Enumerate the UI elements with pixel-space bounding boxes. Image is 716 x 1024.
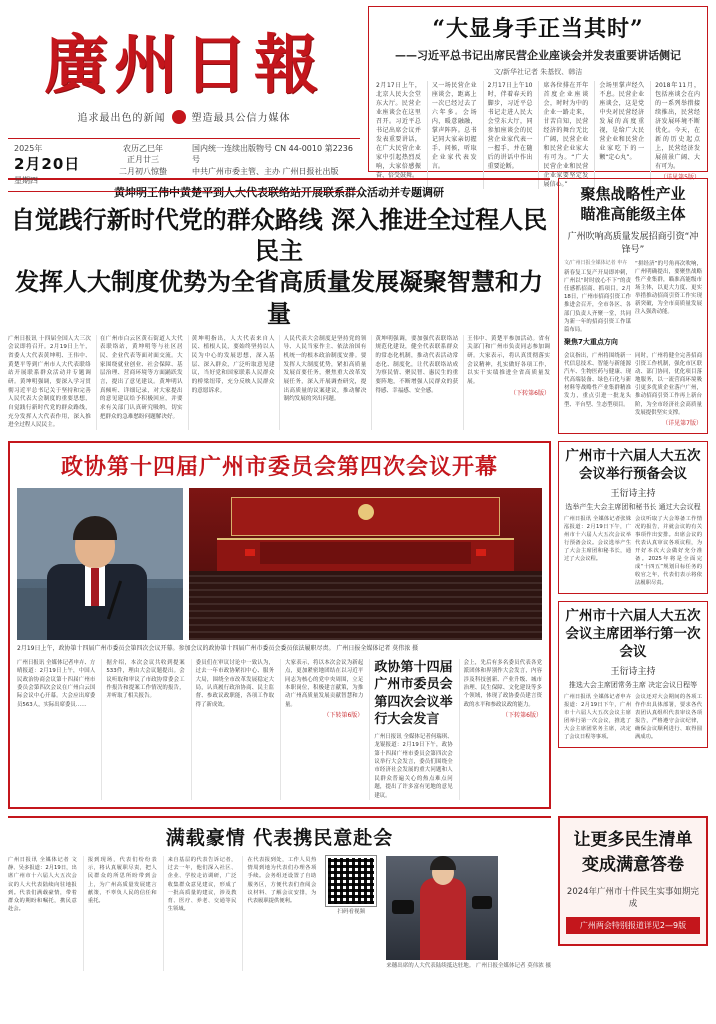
promo-line2: 变成满意答卷 [582, 855, 684, 876]
main-story-band [8, 441, 708, 809]
article-text: 广州日报讯 全媒体记者申卉、方晴报道：2月19日上午，中国人民政治协商会议第十四届广州市委员会第四次会议在广州白云国际会议中心开幕。大会应出席委员563人，实际出席委员…… [17, 659, 96, 708]
focus-title-line1: 聚焦战略性产业 [580, 185, 686, 203]
promo-box [558, 816, 708, 946]
delegates-photo-block [386, 856, 551, 971]
focus-subtitle: 广州吹响高质量发展招商引资“冲锋号” [567, 231, 699, 255]
article-column: 来自基层的代表告诉记者，过去一年，他们深入社区、企业、学校走访调研，广泛收集群众意见建议，形成了一批高质量的建议，涉及教育、医疗、养老、交通等民生领域。 [163, 856, 237, 971]
article-column: 黄坤明指出，人大代表来自人民、植根人民，要始终坚持以人民为中心的发展思想，深入基层、深入群众，广泛听取意见建议，当好党和国家联系人民群众的桥梁纽带，充分反映人民群众的意愿诉求。 [188, 335, 275, 430]
date-weekday: 星期四 [14, 176, 38, 186]
npc-title-2: 广州市十六届人大五次会议主席团举行第一次会议 [565, 607, 701, 661]
npc-presidium-meeting [558, 601, 708, 748]
masthead-info [186, 143, 360, 186]
npc-title-1: 广州市十六届人大五次会议举行预备会议 [565, 447, 701, 482]
sub-headline-line2: 第四次会议举行大会发言 [374, 694, 453, 728]
delegates-body [8, 856, 551, 971]
focus-columns-2 [564, 352, 702, 428]
article-text: 大家表示，将以本次会议为新起点，更加紧密地团结在以习近平同志为核心的党中央周围，立足本职岗位，积极建言献策，为推动广州高质量发展贡献智慧和力量。 [284, 659, 364, 708]
lead-story [8, 178, 550, 434]
masthead-date [8, 143, 100, 186]
article-column: 黄坤明强调，要加强代表联络站规范化建设，健全代表联系群众的常态化机制，推动代表活动常态化、制度化，让代表联络站成为察民情、聚民智、惠民生的重要阵地，不断增强人民群众的获得感、幸福感、安全感。 [371, 335, 458, 430]
photo-row [17, 488, 542, 640]
promo-line3: 2024年广州市十件民生实事如期完成 [566, 886, 700, 909]
article-text: 2018年11月，包括座谈会在内的一系列举措接续推出，民营经济发展环境不断优化。今天，在新的历史起点上，民营经济发展前景广阔、大有可为。 [655, 82, 700, 170]
article-column: “拼经济”的号角再次吹响，广州明确提出，要聚焦战略性产业集群，瞄准高能级市场主体，以更大力度、更实举措推动招商引资工作实现新突破，为全市高质量发展注入强劲动能。 [635, 260, 702, 316]
article-column: 在广州市白云区黄石街道人大代表联络站，黄坤明等与社区居民、企业代表等面对面交流。大家围绕就业创业、社会保障、基层治理、营商环境等方面踊跃发言，提出了意见建议。黄坤明认真倾听、详细记录，对大家提出的意见建议给予积极回应，并要求有关部门认真研究吸纳，切实把群众的急难愁盼问题解决好。 [96, 335, 183, 430]
speaker-photo [17, 488, 183, 640]
top-headline-subtitle: ——习近平总书记出席民营企业座谈会并发表重要讲话侧记 [395, 49, 681, 62]
continue-note: （详见第7版） [662, 419, 702, 427]
cppcc-columns [17, 659, 542, 800]
delegates-photo-caption: 来穗出席的人大代表陆续抵达驻地。 广州日报全媒体记者 莫伟浓 摄 [386, 962, 551, 969]
article-column: 广州日报讯 十四届全国人大三次会议即将召开。2月19日上午，省委人大代表黄坤明、王伟中、黄楚平等到广州市人大代表联络站开展联系群众活动并专题调研。黄坤明强调，要深入学习贯彻习近平总书记关于坚持和完善人民代表大会制度的重要思想，自觉践行新时代党的群众路线，充分发挥人大代表作用，深入推进全过程人民民主。 [8, 335, 91, 429]
assembly-hall-photo [189, 488, 542, 640]
article-column [459, 659, 542, 800]
article-column: 会议听取了大会筹备工作情况的报告，并就会议的有关事项作出安排。出席会议的代表认真审议各项议程，为开好本次大会做好充分准备。2025年将是全面完成“十四五”规划目标任务的收官之年，代表们表示将依法履职尽责。 [635, 516, 702, 586]
cppcc-title: 政协第十四届广州市委员会第四次会议开幕 [60, 453, 498, 480]
article-column: 在代表报到处，工作人员热情周到地为代表们办理各项手续。会务组还设置了自助服务区，方便代表们查阅会议材料、了解会议安排，为代表履职提供便利。 [242, 856, 316, 971]
publisher: 中共广州市委主管、主办 广州日报社出版 [192, 166, 339, 176]
top-headline-columns [376, 81, 700, 189]
lead-headline [8, 204, 550, 329]
article-column [564, 260, 631, 334]
article-column: 席各位排在开年首度企业座谈会，时时为中的企业一路走来，甘苦自知，民营经济的舞台无比广阔，民营企业和民营企业家大有可为。“广大民营企业和民营企业家要坚定发展信心。” [538, 81, 588, 189]
promo-line1: 让更多民生清单 [573, 829, 693, 850]
article-column [463, 335, 550, 430]
article-text: 王伟中、黄楚平参加活动。省有关部门和广州市负责同志参加调研。大家表示，将认真贯彻落实会议精神，扎实做好各项工作，以实干实绩推进全省高质量发展。 [467, 335, 550, 386]
article-text: 据介绍，本次会议共收到提案533件，理由大会议题提出。会议听取和审议了市政协常委会工作报告和提案工作情况的报告，并听取了相关报告。 [106, 659, 185, 700]
delegates-story [8, 816, 551, 971]
lunar-day: 正月廿三 [127, 155, 159, 165]
date-year: 2025年 [14, 144, 43, 154]
promo-column [558, 816, 708, 971]
article-column: 广州日报讯 全媒体记者张姝泓报道：2月19日下午，广州市十六届人大五次会议举行预备会议。会议选举产生了大会主席团和秘书长，通过了大会议程。 [564, 516, 631, 562]
masthead [8, 6, 708, 188]
continue-note: （详见第5版） [660, 174, 700, 181]
sub-headline-line1: 政协第十四届广州市委员会 [374, 659, 453, 693]
article-text: 会上，先后有多名委员代表各党派团体和界别作大会发言，内容涉及科技创新、产业升级、城市治理、民生保障、文化建设等多个领域，体现了政协委员建言资政的水平和参政议政的能力。 [463, 659, 542, 708]
article-column: 会议还对大会期间的各项工作作出具体部署，要求各代表团认真组织代表审议各项报告，严格遵守会议纪律，确保会议顺利进行、取得圆满成功。 [635, 694, 702, 740]
npc-columns-1 [564, 516, 702, 587]
date-day: 2月20日 [14, 155, 81, 174]
promo-badge[interactable]: 广州两会特别报道详见2—9版 [566, 917, 700, 934]
delegates-title: 满载豪情 代表携民意赴会 [165, 826, 394, 849]
article-column: 广州日报讯 全媒体记者申卉报道：2月19日下午，广州市十六届人大五次会议主席团举行第一次会议，推选了大会主席团常务主席，决定了会议日程等事项。 [564, 694, 631, 740]
lead-story-band [8, 178, 708, 434]
photo-caption: 2月19日上午，政协第十四届广州市委员会第四次会议开幕。参加会议的政协第十四届广州市委员会委员依法履职尽责。 广州日报全媒体记者 莫伟浓 摄 [17, 644, 419, 652]
slogan-dot-icon [172, 110, 186, 124]
article-text: 新春复工复产开局即冲刺，广州以“时时放心不下”的责任感抓招商、抓项目。2月18日，广州市招商引资工作推进会召开，全市各区、各部门负责人齐聚一堂，共同为新一年的招商引资工作谋篇布局。 [564, 270, 631, 333]
article-column: 又一场民营企业座谈会，距离上一次已经过去了六年多。会场内，暖意融融，掌声阵阵。总书记同大家亲切握手、问候，听取企业家代表发言。 [427, 81, 477, 189]
article-column [635, 352, 702, 428]
masthead-left [8, 6, 360, 186]
article-text: 同时，广州将健全完善招商引资工作机制，强化市区联动、部门协同，优化项目落地服务，以一流营商环境吸引更多优质企业落户广州，推动招商引资工作再上新台阶，为全市经济社会高质量发展提供坚实支撑。 [635, 352, 702, 416]
article-column: 广州日报讯 全媒体记者 文静、吴多报道：2月19日，出席广州市十六届人大五次会议的人大代表陆续向驻地报到。代表们满载豪情，带着群众的期盼和嘱托，携民意赴会。 [8, 856, 77, 913]
npc-sub-2: 王衍诗主持 [610, 667, 656, 678]
npc-sub2-1: 选举产生大会主席团和秘书长 通过大会议程 [565, 503, 701, 512]
article-column [17, 659, 95, 800]
continue-note: （下转第6版） [510, 389, 550, 397]
slogan-right: 塑造最具公信力媒体 [191, 113, 291, 125]
qr-code-icon[interactable] [326, 856, 376, 906]
article-column [650, 81, 700, 189]
masthead-meta [8, 138, 360, 191]
delegates-photo [386, 856, 498, 960]
cppcc-story [8, 441, 551, 809]
qr-caption: 扫码看视频 [337, 908, 365, 915]
article-column [280, 659, 363, 800]
focus-kicker: 聚焦7大重点方向 [564, 337, 618, 346]
focus-byline: 文/广州日报全媒体记者 申卉 [564, 259, 628, 266]
sub-headline [374, 659, 452, 729]
newspaper-logo: 廣州日報 [44, 28, 324, 103]
focus-columns [564, 260, 702, 334]
lead-columns [8, 335, 550, 430]
article-column: 会场里掌声经久不息。民营企业座谈会，这是党中央对民营经济发展的高度重视，是给广大民营企业和民营企业家吃下的一颗“定心丸”。 [594, 81, 644, 189]
npc-sub-1: 王衍诗主持 [610, 489, 656, 500]
article-column: 2月17日上午10时，伴着春天的脚步，习近平总书记走进人民大会堂东大厅，同参加座谈会的民营企业家代表一一握手，并在随后的讲话中作出重要论断。 [483, 81, 533, 189]
lead-kicker: 黄坤明王伟中黄楚平到人大代表联络站开展联系群众活动并专题调研 [114, 186, 444, 199]
top-headline-box [368, 6, 708, 188]
npc-preparatory-meeting [558, 441, 708, 594]
bottom-band [8, 816, 708, 971]
article-text: 广州日报讯 全媒体记者何瑞琪、龙锟报道：2月19日下午，政协第十四届广州市委员会第四次会议举行大会发言，委员们围绕全市经济社会发展的重大问题和人民群众普遍关心的热点难点问题，提出了许多富有见地的意见建议。 [374, 733, 453, 799]
issue-number: 国内统一连续出版物号 CN 44-0010 第2236号 [192, 144, 353, 165]
article-column [191, 659, 274, 800]
lunar-year: 农历乙巳年 [123, 144, 163, 154]
top-headline-title: “大显身手正当其时” [432, 16, 644, 42]
top-headline-byline: 文/新华社记者 朱基钗、韩洁 [493, 68, 583, 76]
article-text: 委员们在审议讨论中一致认为，过去一年市政协紧扣中心、服务大局，围绕全市改革发展稳定大局，认真履行政治协商、民主监督、参政议政职能，各项工作取得了新成效。 [195, 659, 274, 708]
lead-headline-line2: 发挥人大制度优势为全省高质量发展凝聚智慧和力量 [15, 267, 543, 328]
masthead-lunar [100, 143, 186, 186]
masthead-slogan [8, 109, 360, 124]
npc-column [558, 441, 708, 809]
npc-sub2-2: 推选大会主席团常务主席 决定会议日程等 [568, 681, 698, 690]
qr-block [322, 856, 380, 971]
article-column: 人民代表大会制度是坚持党的领导、人民当家作主、依法治国有机统一的根本政治制度安排。要发挥人大制度优势，紧扣高质量发展首要任务，聚焦重大改革发展任务，深入开展调查研究，提出高质量的议案建议，推动解决制约发展的突出问题。 [279, 335, 366, 430]
article-column: 报到现场，代表们纷纷表示，将认真履职尽责，把人民群众的所思所盼带到会上，为广州高质量发展建言献策，不辜负人民的信任和重托。 [83, 856, 157, 971]
article-column: 2月17日上午，北京人民大会堂东大厅。民营企业座谈会在这里召开。习近平总书记出席会议并发表重要讲话，在广大民营企业家中引起热烈反响，大家倍感振奋、倍受鼓舞。 [376, 82, 421, 179]
continue-note: （下转第6版） [323, 712, 364, 719]
npc-columns-2 [564, 694, 702, 742]
cppcc-speech-article [369, 659, 452, 800]
article-column: 会议指出，广州将围绕新一代信息技术、智能与新能源汽车、生物医药与健康、现代高端装备、绿色石化与新材料等战略性产业集群精准发力，重点引进一批龙头型、平台型、生态型项目。 [564, 352, 631, 408]
slogan-left: 追求最出色的新闻 [77, 113, 166, 125]
focus-box [558, 178, 708, 434]
lead-headline-line1: 自觉践行新时代党的群众路线 深入推进全过程人民民主 [10, 205, 548, 266]
lunar-term: 二月初八惊蛰 [119, 166, 167, 176]
continue-note: （下转第6版） [502, 712, 542, 719]
focus-title-line2: 瞄准高能级主体 [580, 205, 686, 224]
article-column [101, 659, 184, 800]
